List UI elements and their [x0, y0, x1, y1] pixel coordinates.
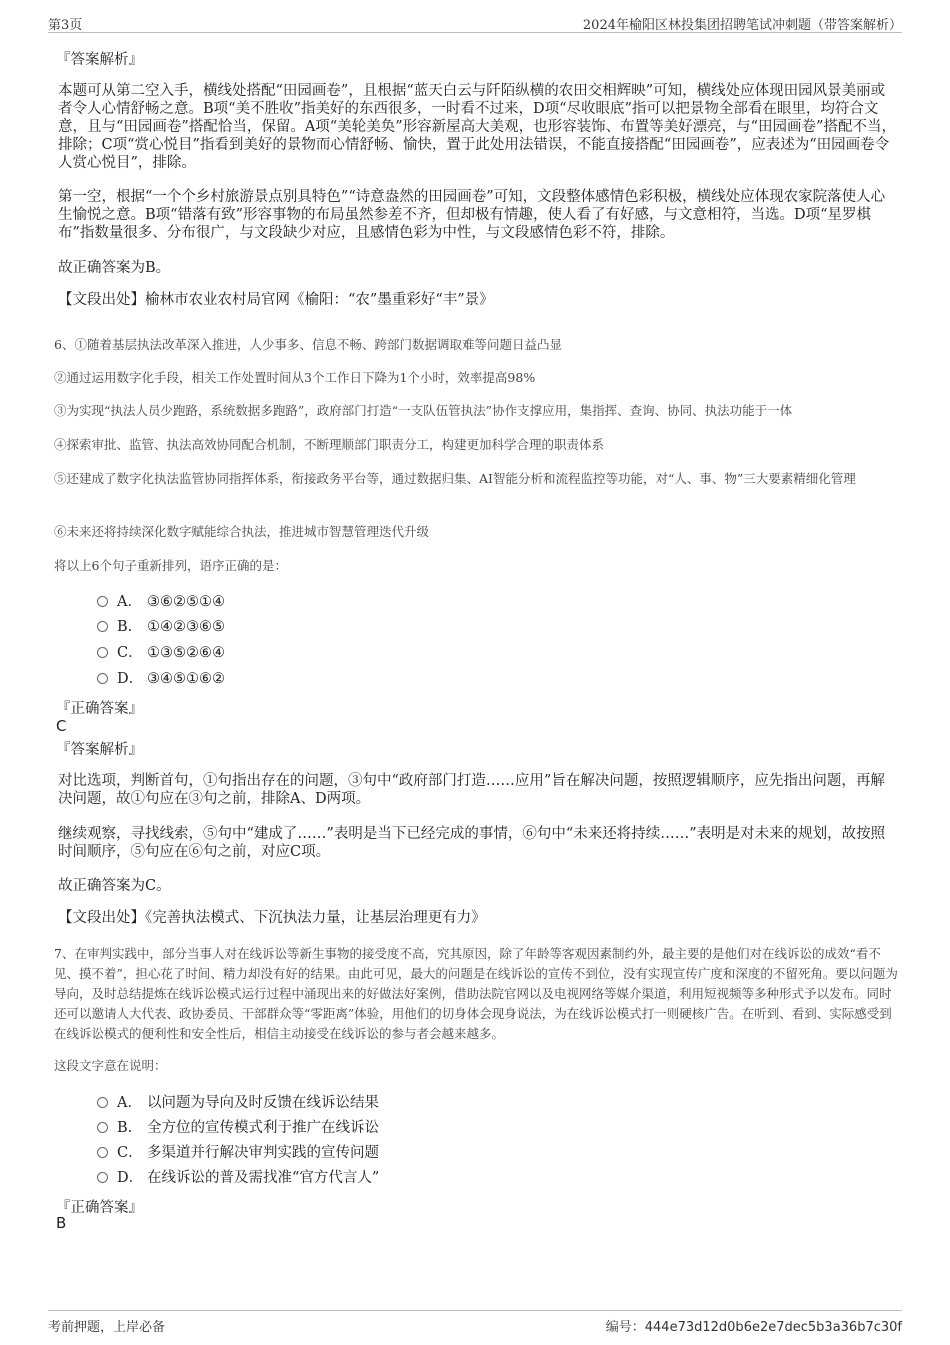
document-code: 编号：444e73d12d0b6e2e7dec5b3a36b7c30f — [605, 1320, 902, 1335]
footer-slogan: 考前押题，上岸必备 — [48, 1320, 166, 1335]
q7-option-b[interactable]: B. 全方位的宣传模式利于推广在线诉讼 — [97, 1118, 379, 1138]
q6-sentence-6: ⑥未来还将持续深化数字赋能综合执法，推进城市智慧管理迭代升级 — [54, 524, 430, 539]
q7-stem: 7、在审判实践中，部分当事人对在线诉讼等新生事物的接受度不高，究其原因，除了年龄等客观因素制约外，最主要的是他们对在线诉讼的成效“看不见、摸不着”，担心花了时间、精力却没有好的结果。由此可见，最大的问题是在线诉讼的宣传不到位，没有实现宣传广度和深度的不留死角。要以问题为导向，及时总结提炼在线诉讼模式运行过程中涌现出来的好做法好案例，借助法院官网以及电视网络等媒介渠道，利用短视频等多种形式予以发布。同时还可以邀请人大代表、政协委员、干部群众等“零距离”体验，用他们的切身体会现身说法，为在线诉讼模式打一则硬核广告。在听到、看到、实际感受到在线诉讼模式的便利性和安全性后，相信主动接受在线诉讼的参与者会越来越多。 — [54, 946, 898, 1041]
q6-option-c[interactable]: C． ①③⑤②⑥④ — [97, 643, 225, 663]
page-footer — [48, 1310, 902, 1335]
q6-conclusion: 故正确答案为C。 — [58, 878, 171, 894]
q6-sentence-3: ③为实现“执法人员少跑路，系统数据多跑路”，政府部门打造“一支队伍管执法”协作支撑应用，集指挥、查询、协同、执法功能于一体 — [54, 403, 793, 418]
q6-answer: C — [56, 717, 67, 735]
q7-option-d[interactable]: D． 在线诉讼的普及需找准“官方代言人” — [97, 1168, 379, 1188]
q7-option-c[interactable]: C． 多渠道并行解决审判实践的宣传问题 — [97, 1143, 379, 1163]
q5-conclusion: 故正确答案为B。 — [58, 260, 171, 276]
q6-analysis-p2: 继续观察，寻找线索，⑤句中“建成了……”表明是当下已经完成的事情，⑥句中“未来还将持续……”表明是对未来的规划，故按照时间顺序，⑤句应在⑥句之前，对应C项。 — [58, 826, 886, 860]
page-number: 第3页 — [48, 18, 83, 33]
document-title: 2024年榆阳区林投集团招聘笔试冲刺题（带答案解析） — [582, 18, 902, 33]
radio-icon[interactable] — [97, 1172, 108, 1183]
q6-analysis-p1: 对比选项，判断首句，①句指出存在的问题，③句中“政府部门打造……应用”旨在解决问题，按照逻辑顺序，应先指出问题，再解决问题，故①句应在③句之前，排除A、D两项。 — [58, 773, 885, 807]
q5-source: 【文段出处】榆林市农业农村局官网《榆阳：“农”墨重彩好“丰”景》 — [58, 292, 494, 308]
page-header — [48, 12, 902, 33]
q5-analysis-label: 『答案解析』 — [56, 52, 143, 68]
q6-prompt: 将以上6个句子重新排列，语序正确的是： — [54, 558, 287, 573]
q7-answer-label: 『正确答案』 — [56, 1200, 143, 1216]
q6-option-a[interactable]: A． ③⑥②⑤①④ — [97, 592, 225, 612]
radio-icon[interactable] — [97, 596, 108, 607]
q7-answer: B — [56, 1214, 67, 1232]
radio-icon[interactable] — [97, 621, 108, 632]
q5-analysis-p2: 第一空，根据“一个个乡村旅游景点别具特色”“诗意盎然的田园画卷”可知，文段整体感情色彩积极，横线处应体现农家院落使人心生愉悦之意。B项“错落有致”形容事物的布局虽然参差不齐，但却极有情趣，使人看了有好感，与文意相符，当选。D项“星罗棋布”指数量很多、分布很广，与文段缺少对应，且感情色彩为中性，与文段感情色彩不符，排除。 — [58, 189, 886, 241]
q6-sentence-2: ②通过运用数字化手段，相关工作处置时间从3个工作日下降为1个小时，效率提高98% — [54, 370, 536, 385]
q6-answer-label: 『正确答案』 — [56, 701, 143, 717]
q6-sentence-1: 6、①随着基层执法改革深入推进，人少事多、信息不畅、跨部门数据调取难等问题日益凸显 — [54, 337, 562, 352]
q6-option-b[interactable]: B. ①④②③⑥⑤ — [97, 617, 225, 637]
q7-prompt: 这段文字意在说明： — [54, 1058, 167, 1073]
radio-icon[interactable] — [97, 1147, 108, 1158]
radio-icon[interactable] — [97, 1097, 108, 1108]
q5-analysis-p1: 本题可从第二空入手，横线处搭配“田园画卷”，且根据“蓝天白云与阡陌纵横的农田交相辉映”可知，横线处应体现田园风景美丽或者令人心情舒畅之意。B项“美不胜收”指美好的东西很多，一时看不过来，D项“尽收眼底”指可以把景物全部看在眼里，均符合文意，且与“田园画卷”搭配恰当，保留。A项“美轮美奂”形容新屋高大美观，也形容装饰、布置等美好漂亮，与“田园画卷”搭配不当，排除；C项“赏心悦目”指看到美好的景物而心情舒畅、愉快，置于此处用法错误，不能直接搭配“田园画卷”，应表述为“田园画卷令人赏心悦目”，排除。 — [58, 83, 896, 171]
q6-source: 【文段出处】《完善执法模式、下沉执法力量，让基层治理更有力》 — [58, 910, 486, 926]
radio-icon[interactable] — [97, 1122, 108, 1133]
q7-option-a[interactable]: A． 以问题为导向及时反馈在线诉讼结果 — [97, 1093, 379, 1113]
radio-icon[interactable] — [97, 673, 108, 684]
q6-sentence-4: ④探索审批、监管、执法高效协同配合机制，不断理顺部门职责分工，构建更加科学合理的职责体系 — [54, 437, 605, 452]
q6-analysis-label: 『答案解析』 — [56, 742, 143, 758]
radio-icon[interactable] — [97, 647, 108, 658]
q6-option-d[interactable]: D． ③④⑤①⑥② — [97, 669, 225, 689]
q6-sentence-5: ⑤还建成了数字化执法监管协同指挥体系，衔接政务平台等，通过数据归集、AI智能分析和流程监控等功能，对“人、事、物”三大要素精细化管理 — [54, 471, 856, 486]
